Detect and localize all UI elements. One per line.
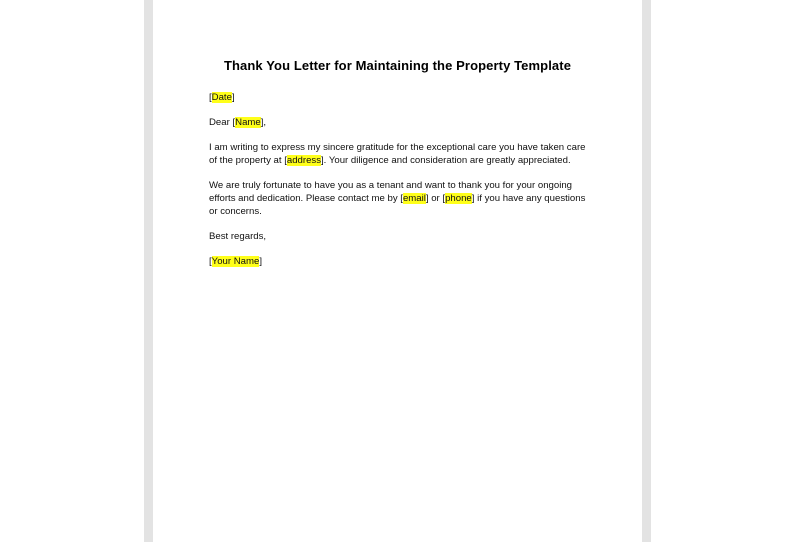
signature-line: [Your Name] (209, 256, 262, 267)
closing-line: Best regards, (209, 231, 267, 242)
para1-text-end: ]. Your diligence and consideration are greatly appreciated. (321, 155, 571, 166)
greeting-suffix: ], (260, 117, 267, 128)
address-placeholder: address (286, 155, 322, 166)
phone-placeholder: phone (445, 193, 472, 204)
date-line: [Date] (209, 92, 235, 103)
your-name-placeholder: Your Name (211, 256, 260, 267)
para1-text-start: I am writing to express my sincere gratitude for the exceptional care you have taken care of the property at [ (209, 142, 586, 166)
greeting-prefix: Dear [ (209, 117, 236, 128)
para2-text-middle: ] or [ (425, 193, 446, 204)
name-placeholder: Name (235, 117, 261, 128)
paragraph-contact (209, 179, 589, 218)
email-placeholder: email (402, 193, 426, 204)
document-page (153, 0, 642, 542)
para2-text-start: We are truly fortunate to have you as a tenant and want to thank you for your ongoing efforts and dedication. Please contact me by [ (209, 180, 573, 204)
para2-text-end: ] if you have any questions or concerns. (209, 193, 586, 217)
greeting-line (209, 116, 589, 129)
date-placeholder: Date (211, 92, 232, 103)
letter-title: Thank You Letter for Maintaining the Property Template (223, 58, 572, 73)
paragraph-gratitude (209, 141, 589, 167)
page-gutter-right (642, 0, 651, 542)
page-gutter-left (144, 0, 153, 542)
letter-body (209, 91, 589, 280)
